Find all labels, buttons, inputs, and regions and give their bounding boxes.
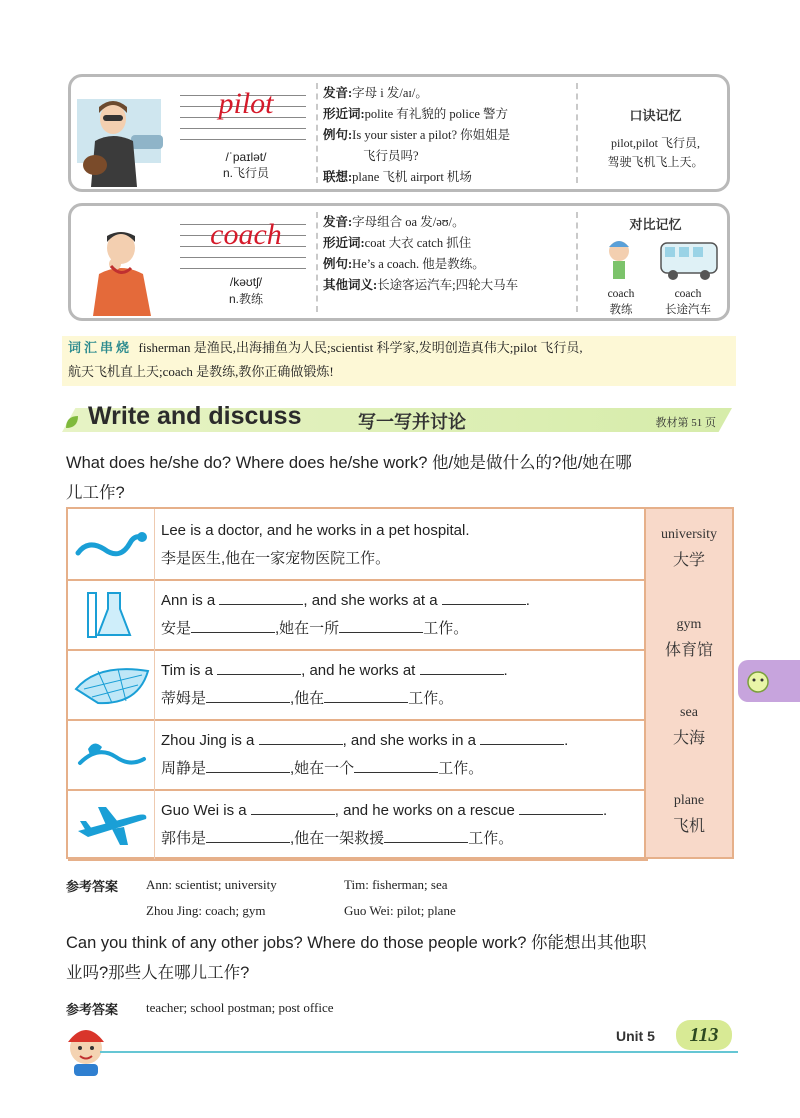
word-pilot: pilot [218, 87, 274, 120]
word-bank-en: university [661, 527, 717, 542]
row-text [161, 727, 568, 783]
divider [576, 83, 578, 183]
answer-blank[interactable] [219, 590, 303, 605]
word-bank-en: plane [673, 793, 705, 808]
row-en: . [525, 592, 530, 609]
word-bank-en: sea [680, 705, 698, 720]
word-bank-item [646, 793, 732, 836]
exercise-row [68, 509, 648, 581]
word-bank-cn: 大学 [672, 552, 705, 569]
row-cn: 李是医生,他在一家宠物医院工作。 [161, 550, 391, 567]
row-en: . [503, 662, 508, 679]
answer-label: 参考答案 [66, 879, 119, 894]
word-bank-item [646, 527, 732, 570]
vocab-chain [62, 336, 736, 386]
extra-label: 联想: [323, 170, 353, 184]
chain-line: fisherman 是渔民,出海捕鱼为人民;scientist 科学家,发明创造真伟大;pilot 飞行员, [138, 340, 583, 355]
phonetic: /kəʊtʃ/ [229, 275, 263, 289]
pron-text: 字母组合 oa 发/əʊ/。 [352, 215, 465, 229]
fishing-net-icon [68, 649, 155, 719]
row-text [161, 587, 530, 643]
word-bank [644, 509, 732, 857]
question-line: What does he/she do? Where does he/she work? 他/她是做什么的?他/她在哪 [66, 454, 632, 472]
answer-blank[interactable] [480, 730, 564, 745]
word-bank-item [646, 617, 732, 660]
pilot-illustration [71, 77, 171, 189]
answer-blank[interactable] [191, 618, 275, 633]
row-en: , and she works at a [303, 592, 442, 609]
vocab-card-coach [68, 203, 730, 321]
compare-right-cn: 长途汽车 [665, 304, 711, 316]
row-en: Zhou Jing is a [161, 732, 259, 749]
divider [576, 212, 578, 312]
similar-text: coat 大衣 catch 抓住 [364, 236, 472, 250]
leaf-icon [64, 414, 80, 430]
row-cn: ,他在 [290, 690, 325, 707]
memory-cell [583, 212, 728, 314]
similar-label: 形近词: [323, 236, 365, 250]
answer-blank[interactable] [259, 730, 343, 745]
page-number: 113 [676, 1020, 732, 1050]
answer-text: Tim: fisherman; sea [344, 877, 448, 892]
divider [316, 83, 318, 183]
row-en: , and she works in a [342, 732, 481, 749]
extra-text: plane 飞机 airport 机场 [352, 170, 472, 184]
pron-label: 发音: [323, 86, 353, 100]
info-cell [323, 83, 575, 188]
divider [316, 212, 318, 312]
row-cn: ,他在一架救援 [290, 830, 385, 847]
meaning: n.教练 [228, 292, 263, 306]
row-cn: ,她在一所 [275, 620, 340, 637]
chain-line: 航天飞机直上天;coach 是教练,教你正确做锻炼! [68, 364, 334, 379]
exercise-row [68, 649, 648, 721]
row-cn: 蒂姆是 [161, 690, 207, 707]
unit-label: Unit 5 [616, 1028, 655, 1044]
row-en: . [603, 802, 608, 819]
compare-left-cn: 教练 [609, 304, 633, 316]
row-en: Lee is a doctor, and he works in a pet hospital. [161, 522, 470, 539]
question-line: 业吗?那些人在哪儿工作? [66, 964, 250, 982]
footer-line [100, 1051, 738, 1053]
answer-blank[interactable] [206, 688, 290, 703]
answer-blank[interactable] [339, 618, 423, 633]
row-en: Ann is a [161, 592, 220, 609]
textbook-ref: 教材第 51 页 [655, 417, 716, 429]
mascot-icon [54, 1014, 118, 1078]
section-title: Write and discuss [88, 402, 302, 430]
answer-blank[interactable] [420, 660, 504, 675]
row-cn: 工作。 [408, 690, 454, 707]
row-cn: 周静是 [161, 760, 207, 777]
section-header [62, 400, 732, 438]
side-tab [738, 660, 800, 702]
beaker-icon [68, 579, 155, 649]
row-en: Guo Wei is a [161, 802, 251, 819]
exercise-row [68, 789, 648, 861]
answer-text: teacher; school postman; post office [146, 1000, 334, 1015]
word-bank-cn: 大海 [672, 730, 705, 747]
extra-text: 长途客运汽车;四轮大马车 [377, 278, 519, 292]
stethoscope-icon [68, 509, 155, 579]
answer-blank[interactable] [206, 828, 290, 843]
row-cn: 安是 [161, 620, 192, 637]
question-line: Can you think of any other jobs? Where do those people work? 你能想出其他职 [66, 934, 647, 952]
similar-text: polite 有礼貌的 police 警方 [364, 107, 509, 121]
chain-tag: 词汇串烧 [68, 340, 133, 355]
exercise-row [68, 579, 648, 651]
memory-title: 口诀记忆 [629, 108, 682, 123]
compare-illustration [583, 233, 728, 285]
memory-line: 驾驶飞机飞上天。 [607, 155, 704, 169]
answer-blank[interactable] [206, 758, 290, 773]
answer-blank[interactable] [354, 758, 438, 773]
compare-left-en: coach [607, 288, 635, 300]
answer-blank[interactable] [251, 800, 335, 815]
similar-label: 形近词: [323, 107, 365, 121]
answer-label: 参考答案 [66, 1002, 119, 1017]
question-2 [66, 928, 736, 988]
example-text: Is your sister a pilot? 你姐姐是 [352, 128, 511, 142]
info-cell [323, 212, 575, 296]
pron-label: 发音: [323, 215, 353, 229]
row-en: . [564, 732, 569, 749]
answer-blank[interactable] [519, 800, 603, 815]
answer-text: Zhou Jing: coach; gym [146, 903, 266, 918]
word-bank-item [646, 705, 732, 748]
row-text [161, 657, 508, 713]
mascot-icon [738, 662, 778, 702]
extra-label: 其他词义: [323, 278, 378, 292]
example-label: 例句: [323, 257, 353, 271]
answer-text: Guo Wei: pilot; plane [344, 903, 456, 918]
example-text: He’s a coach. 他是教练。 [352, 257, 485, 271]
word-cell [176, 77, 316, 189]
question-line: 儿工作? [66, 484, 125, 502]
meaning: n.飞行员 [222, 166, 269, 180]
coach-illustration [71, 206, 171, 318]
whistle-icon [68, 719, 155, 789]
example-text-cont: 飞行员吗? [363, 149, 419, 163]
row-en: , and he works at [301, 662, 420, 679]
word-bank-cn: 飞机 [672, 818, 705, 835]
answer-blank[interactable] [324, 688, 408, 703]
row-en: , and he works on a rescue [334, 802, 520, 819]
memory-line: pilot,pilot 飞行员, [610, 136, 700, 150]
word-cell [176, 206, 316, 318]
row-text [161, 797, 607, 853]
section-title-cn: 写一写并讨论 [358, 412, 466, 432]
row-text [161, 517, 470, 573]
phonetic: /ˈpaɪlət/ [225, 150, 267, 164]
exercise-row [68, 719, 648, 791]
word-coach: coach [210, 218, 282, 251]
row-cn: 工作。 [423, 620, 469, 637]
vocab-card-pilot [68, 74, 730, 192]
answer-blank[interactable] [442, 590, 526, 605]
pron-text: 字母 i 发/aɪ/。 [352, 86, 428, 100]
memory-title: 对比记忆 [629, 217, 682, 232]
row-en: Tim is a [161, 662, 218, 679]
row-cn: ,她在一个 [290, 760, 355, 777]
row-cn: 郭伟是 [161, 830, 207, 847]
answer-text: Ann: scientist; university [146, 877, 277, 892]
answer-blank[interactable] [217, 660, 301, 675]
word-bank-cn: 体育馆 [664, 642, 713, 659]
row-cn: 工作。 [468, 830, 514, 847]
row-cn: 工作。 [438, 760, 484, 777]
question-1 [66, 448, 736, 508]
compare-right-en: coach [674, 288, 702, 300]
word-bank-en: gym [676, 617, 702, 632]
example-label: 例句: [323, 128, 353, 142]
memory-cell [583, 83, 728, 185]
airplane-icon [68, 789, 155, 859]
answer-blank[interactable] [384, 828, 468, 843]
exercise-table [66, 507, 734, 859]
